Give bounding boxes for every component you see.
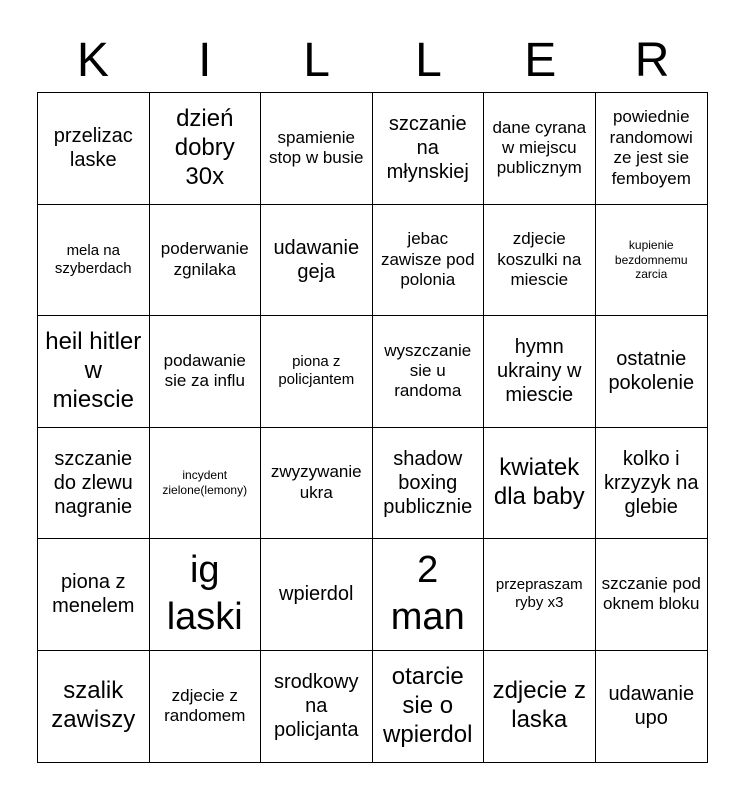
bingo-cell[interactable]: poderwanie zgnilaka bbox=[150, 205, 262, 317]
bingo-cell[interactable]: szalik zawiszy bbox=[38, 651, 150, 763]
bingo-cell[interactable]: powiednie randomowi ze jest sie femboyem bbox=[596, 93, 708, 205]
bingo-board bbox=[37, 92, 708, 763]
bingo-cell[interactable]: heil hitler w miescie bbox=[38, 316, 150, 428]
bingo-cell[interactable]: piona z menelem bbox=[38, 539, 150, 651]
bingo-cell[interactable]: szczanie pod oknem bloku bbox=[596, 539, 708, 651]
bingo-cell[interactable]: przelizac laske bbox=[38, 93, 150, 205]
bingo-cell[interactable]: szczanie na młynskiej bbox=[373, 93, 485, 205]
bingo-cell[interactable]: mela na szyberdach bbox=[38, 205, 150, 317]
bingo-cell[interactable]: piona z policjantem bbox=[261, 316, 373, 428]
bingo-cell[interactable]: wpierdol bbox=[261, 539, 373, 651]
bingo-cell[interactable]: wyszczanie sie u randoma bbox=[373, 316, 485, 428]
bingo-cell[interactable]: zdjecie koszulki na miescie bbox=[484, 205, 596, 317]
bingo-cell[interactable]: zdjecie z randomem bbox=[150, 651, 262, 763]
bingo-cell[interactable]: zdjecie z laska bbox=[484, 651, 596, 763]
header-letter-k: K bbox=[76, 34, 109, 87]
header-letter-e: E bbox=[524, 34, 557, 87]
bingo-cell[interactable]: przepraszam ryby x3 bbox=[484, 539, 596, 651]
bingo-cell[interactable]: jebac zawisze pod polonia bbox=[373, 205, 485, 317]
bingo-cell[interactable]: kupienie bezdomnemu zarcia bbox=[596, 205, 708, 317]
bingo-cell[interactable]: otarcie sie o wpierdol bbox=[373, 651, 485, 763]
bingo-cell[interactable]: 2 man bbox=[373, 539, 485, 651]
bingo-cell[interactable]: ostatnie pokolenie bbox=[596, 316, 708, 428]
bingo-cell[interactable]: ig laski bbox=[150, 539, 262, 651]
bingo-cell[interactable]: kolko i krzyzyk na glebie bbox=[596, 428, 708, 540]
bingo-cell[interactable]: srodkowy na policjanta bbox=[261, 651, 373, 763]
bingo-cell[interactable]: dzień dobry 30x bbox=[150, 93, 262, 205]
bingo-cell[interactable]: udawanie upo bbox=[608, 683, 695, 730]
bingo-cell[interactable]: kwiatek dla baby bbox=[484, 428, 596, 540]
bingo-cell[interactable]: zwyzywanie ukra bbox=[261, 428, 373, 540]
header-letter-i: I bbox=[198, 34, 212, 87]
bingo-cell[interactable]: szczanie do zlewu nagranie bbox=[38, 428, 150, 540]
header-letter-l1: L bbox=[303, 34, 330, 87]
bingo-cell[interactable]: shadow boxing publicznie bbox=[373, 428, 485, 540]
bingo-cell[interactable]: podawanie sie za influ bbox=[150, 316, 262, 428]
bingo-cell[interactable]: dane cyrana w miejscu publicznym bbox=[484, 93, 596, 205]
bingo-cell[interactable]: spamienie stop w busie bbox=[261, 93, 373, 205]
header-letter-r: R bbox=[634, 34, 670, 87]
bingo-cell[interactable]: incydent zielone(lemony) bbox=[150, 428, 262, 540]
bingo-cell[interactable]: udawanie geja bbox=[261, 205, 373, 317]
header-letter-l2: L bbox=[415, 34, 442, 87]
bingo-header bbox=[37, 30, 708, 92]
bingo-cell[interactable]: hymn ukrainy w miescie bbox=[484, 316, 596, 428]
